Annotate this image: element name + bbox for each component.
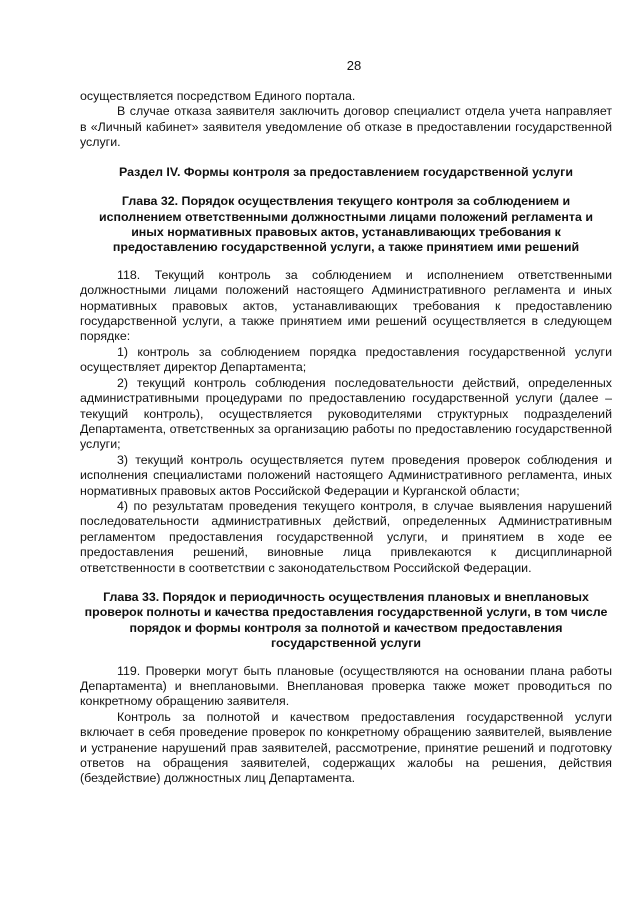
- paragraph-118-item-1: 1) контроль за соблюдением порядка предоставления государственной услуги осуществляет директор Департамента;: [80, 344, 612, 375]
- paragraph-refusal-notice: В случае отказа заявителя заключить договор специалист отдела учета направляет в «Личный кабинет» заявителя уведомление об отказе в предоставлении государственной услуги.: [80, 104, 612, 150]
- paragraph-118-item-3: 3) текущий контроль осуществляется путем проведения проверок соблюдения и исполнения специалистами положений настоящего Административного регламента, иных нормативных правовых актов Российской Федерации и Курганской области;: [80, 452, 612, 498]
- paragraph-119-control: Контроль за полнотой и качеством предоставления государственной услуги включает в себя проведение проверок по конкретному обращению заявителей, выявление и устранение нарушений прав заявителей, рассмотрение, принятие решений и подготовку ответов на обращения заявителей, содержащих жалобы на решения, действия (бездействие) должностных лиц Департамента.: [80, 709, 612, 786]
- chapter-32-heading: Глава 32. Порядок осуществления текущего контроля за соблюдением и исполнением ответственными должностными лицами положений регламента и иных нормативных правовых актов, устанавливающих требования к предоставлению государственной услуги, а также принятием ими решений: [99, 194, 593, 255]
- document-page: [80, 58, 612, 787]
- section-heading: Раздел IV. Формы контроля за предоставлением государственной услуги: [119, 164, 573, 179]
- chapter-33-heading: Глава 33. Порядок и периодичность осуществления плановых и внеплановых проверок полноты и качества предоставления государственной услуги, в том числе порядок и формы контроля за полнотой и качеством предоставления государственной услуги: [84, 589, 608, 651]
- page-number: 28: [346, 58, 362, 73]
- paragraph-118-item-2: 2) текущий контроль соблюдения последовательности действий, определенных административными процедурами по предоставлению государственной услуги (далее – текущий контроль), осуществляется руководителями структурных подразделений Департамента, ответственных за организацию работы по предоставлению государственной услуги;: [80, 375, 612, 452]
- paragraph-118: 118. Текущий контроль за соблюдением и исполнением ответственными должностными лицами положений настоящего Административного регламента и иных нормативных правовых актов, устанавливающих требования к предоставлению государственной услуги, а также принятием ими решений осуществляется в следующем порядке:: [80, 267, 612, 344]
- paragraph-119: 119. Проверки могут быть плановые (осуществляются на основании плана работы Департамента) и внеплановыми. Внеплановая проверка также может проводиться по конкретному обращению заявителя.: [80, 663, 612, 709]
- paragraph-continuation: осуществляется посредством Единого портала.: [80, 89, 356, 103]
- paragraph-118-item-4: 4) по результатам проведения текущего контроля, в случае выявления нарушений последовательности административных действий, определенных Административным регламентом предоставления государственной услуги, и принятием в ходе ее предоставления решений, виновные лица привлекаются к дисциплинарной ответственности в соответствии с законодательством Российской Федерации.: [80, 498, 612, 575]
